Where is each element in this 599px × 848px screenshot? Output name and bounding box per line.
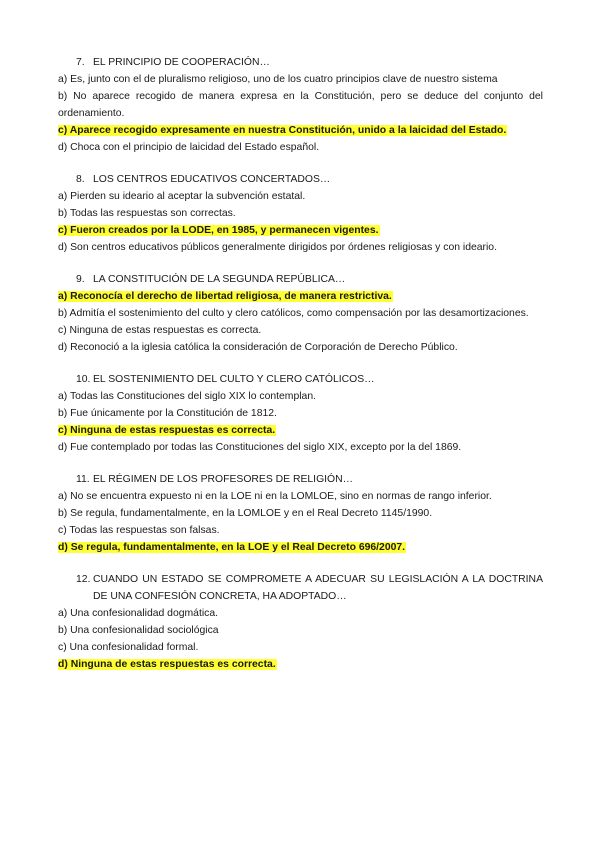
option-d-correct: [58, 539, 543, 556]
option-a: [58, 388, 543, 405]
option-a: [58, 188, 543, 205]
option-text: d) Son centros educativos públicos generalmente dirigidos por órdenes religiosas y con ideario.: [58, 242, 497, 253]
option-text: b) Una confesionalidad sociológica: [58, 625, 219, 636]
question-title: [58, 371, 543, 388]
question-7: [58, 54, 543, 156]
option-d: [58, 139, 543, 156]
option-b: [58, 205, 543, 222]
highlighted-answer: c) Ninguna de estas respuestas es correcta.: [58, 425, 276, 436]
question-number: 7.: [76, 57, 85, 68]
question-text: CUANDO UN ESTADO SE COMPROMETE A ADECUAR SU LEGISLACIÓN A LA DOCTRINA DE UNA CONFESIÓN CONCRETA, HA ADOPTADO…: [93, 574, 543, 602]
option-b: [58, 622, 543, 639]
option-text: d) Choca con el principio de laicidad del Estado español.: [58, 142, 320, 153]
option-text: c) Todas las respuestas son falsas.: [58, 525, 220, 536]
option-b: [58, 505, 543, 522]
option-text: d) Fue contemplado por todas las Constituciones del siglo XIX, excepto por la del 1869.: [58, 442, 462, 453]
option-a-correct: [58, 288, 543, 305]
question-title: [58, 271, 543, 288]
option-d-correct: [58, 656, 543, 673]
option-text: d) Reconoció a la iglesia católica la consideración de Corporación de Derecho Público.: [58, 342, 458, 353]
question-title: [58, 471, 543, 488]
option-text: b) Fue únicamente por la Constitución de 1812.: [58, 408, 277, 419]
option-text: b) Todas las respuestas son correctas.: [58, 208, 236, 219]
option-c: [58, 522, 543, 539]
highlighted-answer: d) Se regula, fundamentalmente, en la LOE y el Real Decreto 696/2007.: [58, 542, 406, 553]
highlighted-answer: d) Ninguna de estas respuestas es correcta.: [58, 659, 276, 670]
question-number: 9.: [76, 274, 85, 285]
option-text: b) Se regula, fundamentalmente, en la LOMLOE y en el Real Decreto 1145/1990.: [58, 508, 433, 519]
question-12: [58, 571, 543, 673]
question-title: [58, 171, 543, 188]
option-text: a) Una confesionalidad dogmática.: [58, 608, 218, 619]
option-c: [58, 322, 543, 339]
question-11: [58, 471, 543, 556]
question-number: 11.: [76, 474, 90, 485]
option-c-correct: [58, 422, 543, 439]
option-b: [58, 88, 543, 122]
question-8: [58, 171, 543, 256]
highlighted-answer: c) Fueron creados por la LODE, en 1985, y permanecen vigentes.: [58, 225, 379, 236]
question-number: 8.: [76, 174, 85, 185]
option-b: [58, 405, 543, 422]
option-a: [58, 488, 543, 505]
question-text: EL PRINCIPIO DE COOPERACIÓN…: [93, 57, 270, 68]
option-b: [58, 305, 543, 322]
option-text: c) Una confesionalidad formal.: [58, 642, 199, 653]
option-c: [58, 639, 543, 656]
question-text: LOS CENTROS EDUCATIVOS CONCERTADOS…: [93, 174, 331, 185]
option-d: [58, 339, 543, 356]
question-title: [58, 54, 543, 71]
highlighted-answer: c) Aparece recogido expresamente en nuestra Constitución, unido a la laicidad del Estado.: [58, 125, 507, 136]
option-text: a) Es, junto con el de pluralismo religioso, uno de los cuatro principios clave de nuestro sistema: [58, 74, 498, 85]
question-text: EL SOSTENIMIENTO DEL CULTO Y CLERO CATÓLICOS…: [93, 374, 375, 385]
question-number: 12.: [76, 574, 91, 585]
option-text: a) Todas las Constituciones del siglo XIX lo contemplan.: [58, 391, 316, 402]
question-title: [58, 571, 543, 605]
highlighted-answer: a) Reconocía el derecho de libertad religiosa, de manera restrictiva.: [58, 291, 392, 302]
option-text: b) Admitía el sostenimiento del culto y clero católicos, como compensación por las desamortizaciones.: [58, 308, 529, 319]
question-number: 10.: [76, 374, 91, 385]
option-text: a) No se encuentra expuesto ni en la LOE ni en la LOMLOE, sino en normas de rango inferior.: [58, 491, 492, 502]
question-text: EL RÉGIMEN DE LOS PROFESORES DE RELIGIÓN…: [93, 474, 354, 485]
option-a: [58, 71, 543, 88]
option-c-correct: [58, 222, 543, 239]
option-d: [58, 239, 543, 256]
question-10: [58, 371, 543, 456]
option-a: [58, 605, 543, 622]
question-9: [58, 271, 543, 356]
option-text: a) Pierden su ideario al aceptar la subvención estatal.: [58, 191, 306, 202]
option-text: b) No aparece recogido de manera expresa en la Constitución, pero se deduce del conjunto del ordenamiento.: [58, 91, 543, 119]
option-c-correct: [58, 122, 543, 139]
option-d: [58, 439, 543, 456]
question-text: LA CONSTITUCIÓN DE LA SEGUNDA REPÚBLICA…: [93, 274, 346, 285]
option-text: c) Ninguna de estas respuestas es correcta.: [58, 325, 262, 336]
